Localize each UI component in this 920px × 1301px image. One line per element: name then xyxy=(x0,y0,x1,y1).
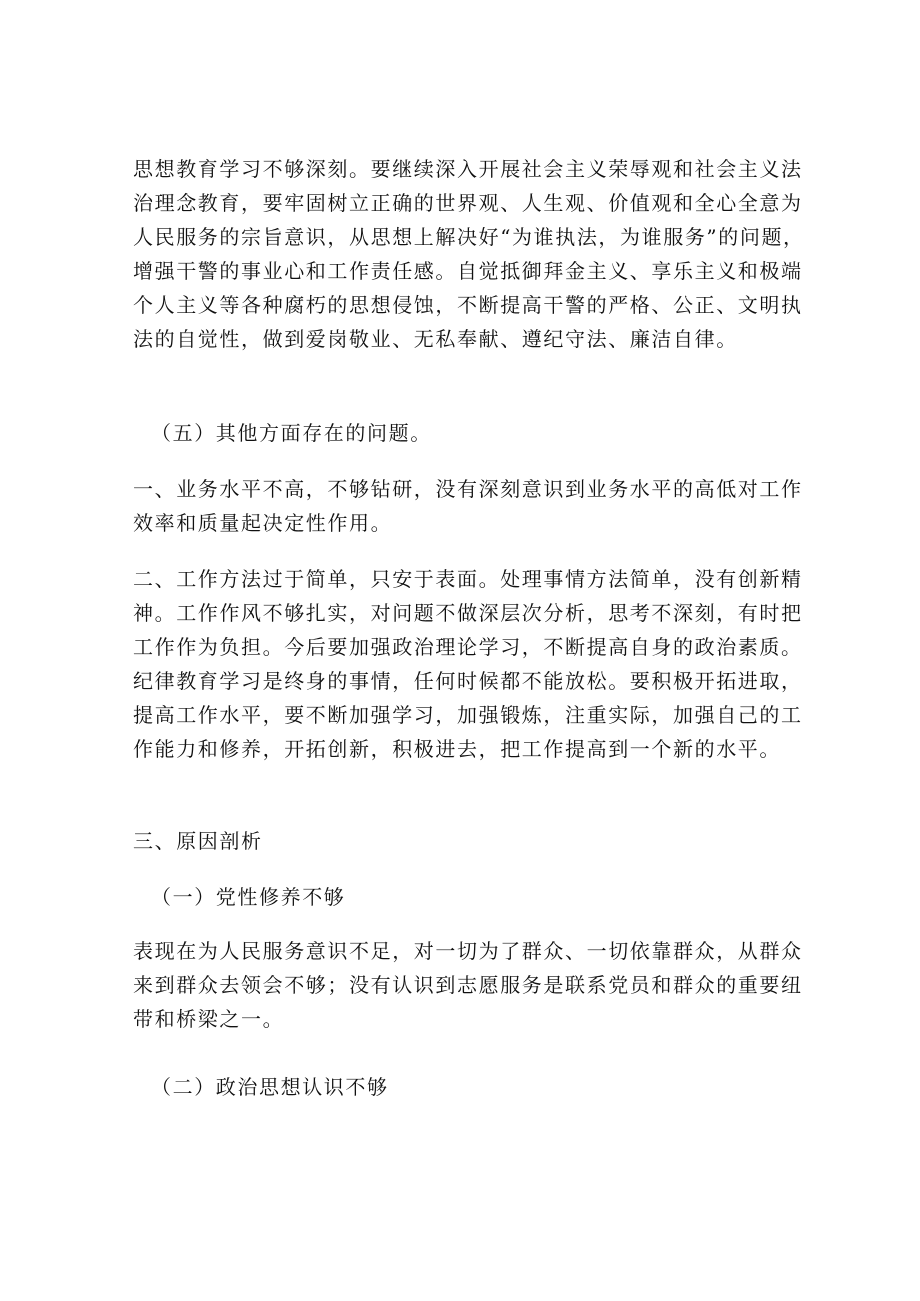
paragraph-work-methods: 二、工作方法过于简单，只安于表面。处理事情方法简单，没有创新精神。工作作风不够扎实，对问题不做深层次分析，思考不深刻，有时把工作作为负担。今后要加强政治理论学习，不断提高自身的政治素质。纪律教育学习是终身的事情，任何时候都不能放松。要积极开拓进取，提高工作水平，要不断加强学习，加强锻炼，注重实际，加强自己的工作能力和修养，开拓创新，积极进去，把工作提高到一个新的水平。 xyxy=(133,567,803,761)
heading-political-thought: （二）政治思想认识不够 xyxy=(151,1075,389,1099)
paragraph-business-level: 一、业务水平不高，不够钻研，没有深刻意识到业务水平的高低对工作效率和质量起决定性作用。 xyxy=(133,477,803,535)
heading-cause-analysis: 三、原因剖析 xyxy=(133,829,263,853)
heading-other-issues: （五）其他方面存在的问题。 xyxy=(151,421,432,445)
paragraph-service-awareness: 表现在为人民服务意识不足，对一切为了群众、一切依靠群众，从群众来到群众去领会不够；没有认识到志愿服务是联系党员和群众的重要纽带和桥梁之一。 xyxy=(133,939,803,1031)
paragraph-ideological-education: 思想教育学习不够深刻。要继续深入开展社会主义荣辱观和社会主义法治理念教育，要牢固树立正确的世界观、人生观、价值观和全心全意为人民服务的宗旨意识，从思想上解决好“为谁执法，为谁服务”的问题，增强干警的事业心和工作责任感。自觉抵御拜金主义、享乐主义和极端个人主义等各种腐朽的思想侵蚀，不断提高干警的严格、公正、文明执法的自觉性，做到爱岗敬业、无私奉献、遵纪守法、廉洁自律。 xyxy=(133,157,805,351)
heading-party-spirit: （一）党性修养不够 xyxy=(151,885,346,909)
